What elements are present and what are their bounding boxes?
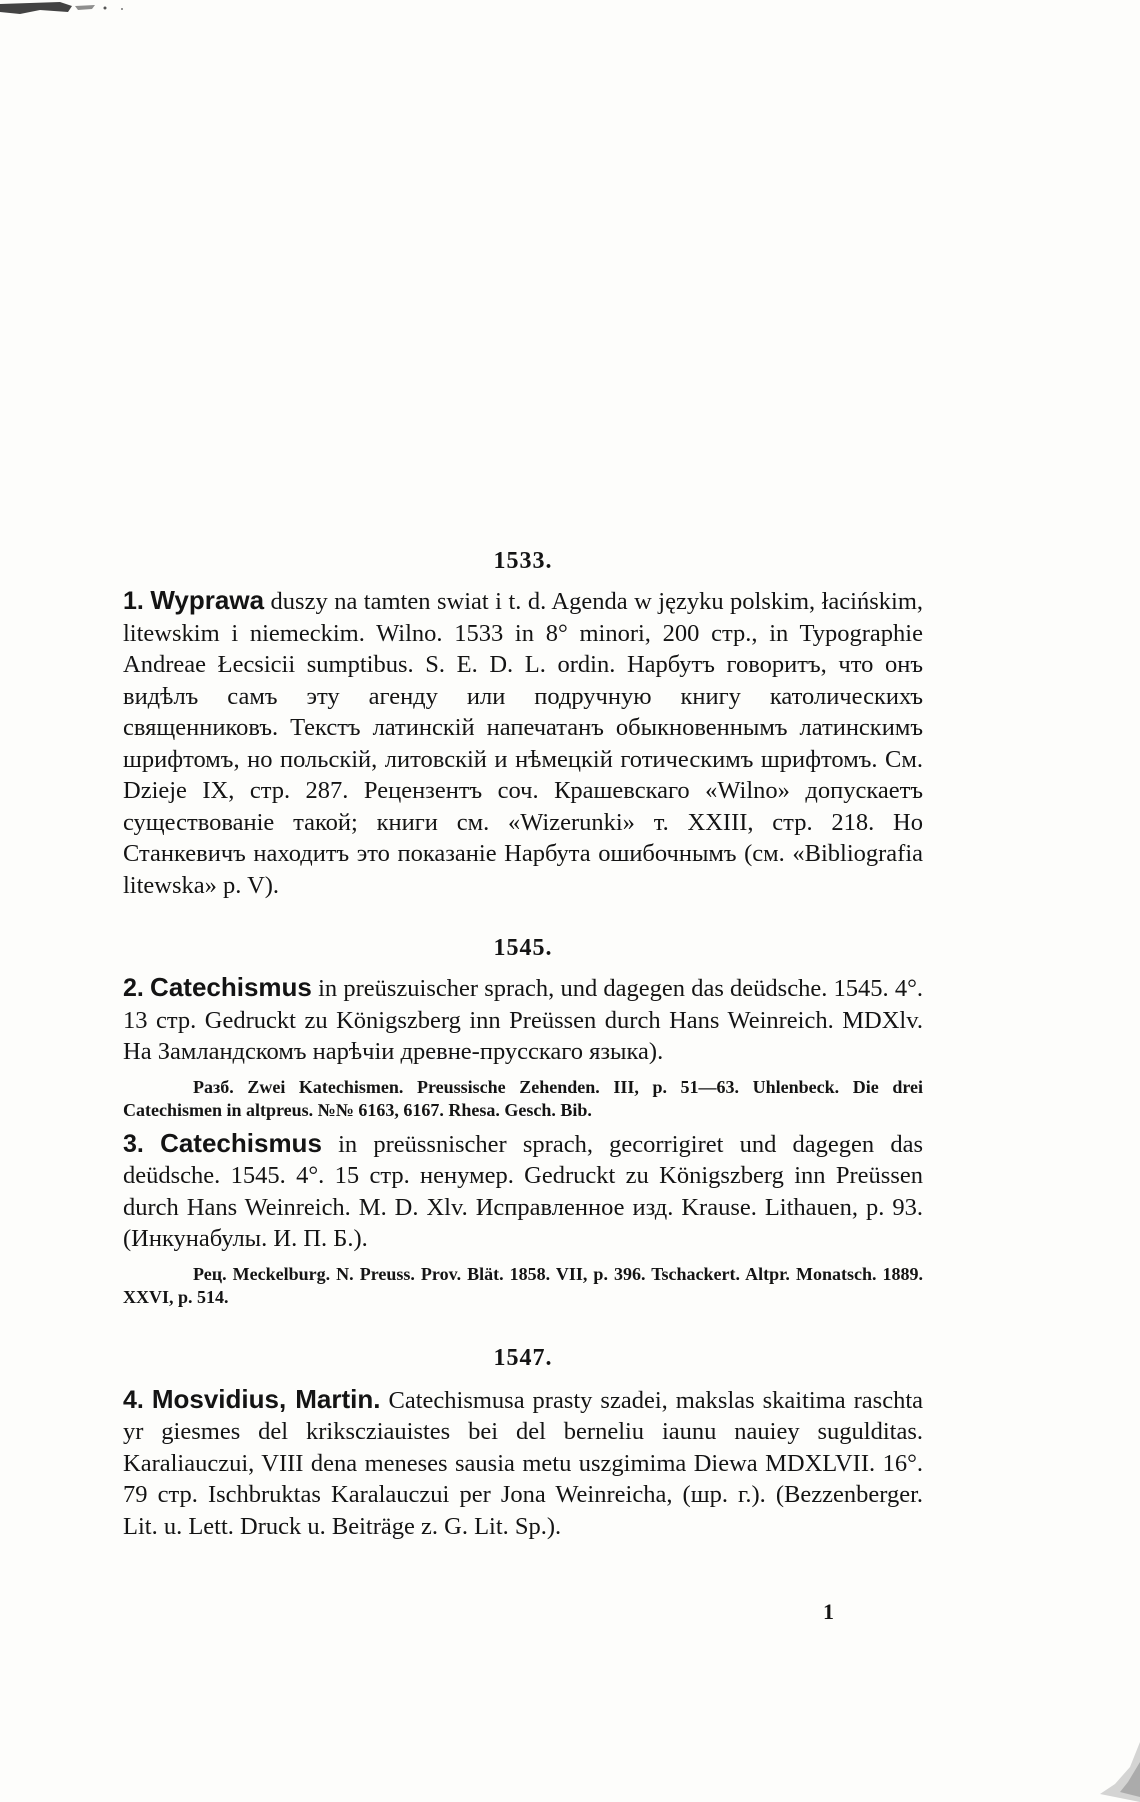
entry-title: Catechismus (150, 972, 312, 1002)
catalog-entry (123, 1384, 923, 1543)
entry-text: duszy na tamten swiat i t. d. Agenda w języku polskim, łacińskim, litewskim i niemeckim. Wilno. 1533 in 8° minori, 200 стр., in Typographie Andreae Łecsicii sumptibus. S. E. D. L. ordin. Нарбутъ говоритъ, что онъ видѣлъ самъ эту агенду или подручную книгу католическихъ священниковъ. Текстъ латинскій напечатанъ обыкновеннымъ латинскимъ шрифтомъ, но польскій, литовскій и нѣмецкій готическимъ шрифтомъ. См. Dzieje IX, стр. 287. Рецензентъ соч. Крашевскаго «Wilno» допускаетъ существованіе такой; книги см. «Wizerunki» т. XXIII, стр. 218. Но Станкевичъ находитъ это показаніе Нарбута ошибочнымъ (см. «Bibliografia litewska» p. V). (123, 588, 924, 899)
entry-number: 4. (123, 1385, 144, 1414)
entry-text: in preüssnischer sprach, gecorrigiret und dagegen das deüdsche. 1545. 4°. 15 стр. ненумер. Gedruckt zu Königszberg inn Preüssen durch Hans Weinreich. M. D. Xlv. Исправленное изд. Krause. Lithauen, p. 93. (Инкунабулы. И. П. Б.). (123, 1130, 924, 1252)
scan-artifact-top-left (0, 0, 150, 40)
page-content (123, 548, 923, 1542)
scan-artifact-bottom-right (1070, 1722, 1140, 1802)
entry-note: Разб. Zwei Katechismen. Preussische Zehenden. III, p. 51—63. Uhlenbeck. Die drei Catechismen in altpreus. №№ 6163, 6167. Rhesa. Gesch. Bib. (123, 1076, 923, 1120)
catalog-entry (123, 1128, 923, 1255)
year-heading: 1547. (493, 1344, 553, 1371)
entry-number: 1. (123, 587, 144, 615)
entry-text: Catechismusa prasty szadei, makslas skaitima raschta yr giesmes del krikscziauistes bei del berneliu iaunu nauiey sugulditas. Karaliauczui, VIII dena meneses sausia metu uszgimima Diewa MDXLVII. 16°. 79 стр. Ischbruktas Karalauczui per Jona Weinreicha, (шр. г.). (Bezzenberger. Lit. u. Lett. Druck u. Beiträge z. G. Lit. Sp.). (123, 1386, 924, 1540)
entry-title: Wyprawa (150, 585, 265, 615)
page-number: 1 (823, 1599, 834, 1624)
entry-title: Catechismus (160, 1127, 322, 1158)
year-heading: 1533. (493, 548, 553, 574)
entry-number: 3. (123, 1129, 144, 1158)
entry-note: Рец. Meckelburg. N. Preuss. Prov. Blät. 1858. VII, p. 396. Tschackert. Altpr. Monatsch. 1889. XXVI, p. 514. (123, 1263, 923, 1307)
entry-text: in preüszuischer sprach, und dagegen das deüdsche. 1545. 4°. 13 стр. Gedruckt zu Königszberg inn Preüssen durch Hans Weinreich. MDXlv. На Замландскомъ нарѣчіи древне-прусскаго языка). (123, 975, 923, 1065)
entry-title: Mosvidius, Martin. (151, 1383, 381, 1414)
catalog-entry (123, 972, 923, 1068)
entry-number: 2. (123, 974, 144, 1002)
catalog-entry (123, 585, 923, 901)
year-heading: 1545. (493, 935, 553, 961)
